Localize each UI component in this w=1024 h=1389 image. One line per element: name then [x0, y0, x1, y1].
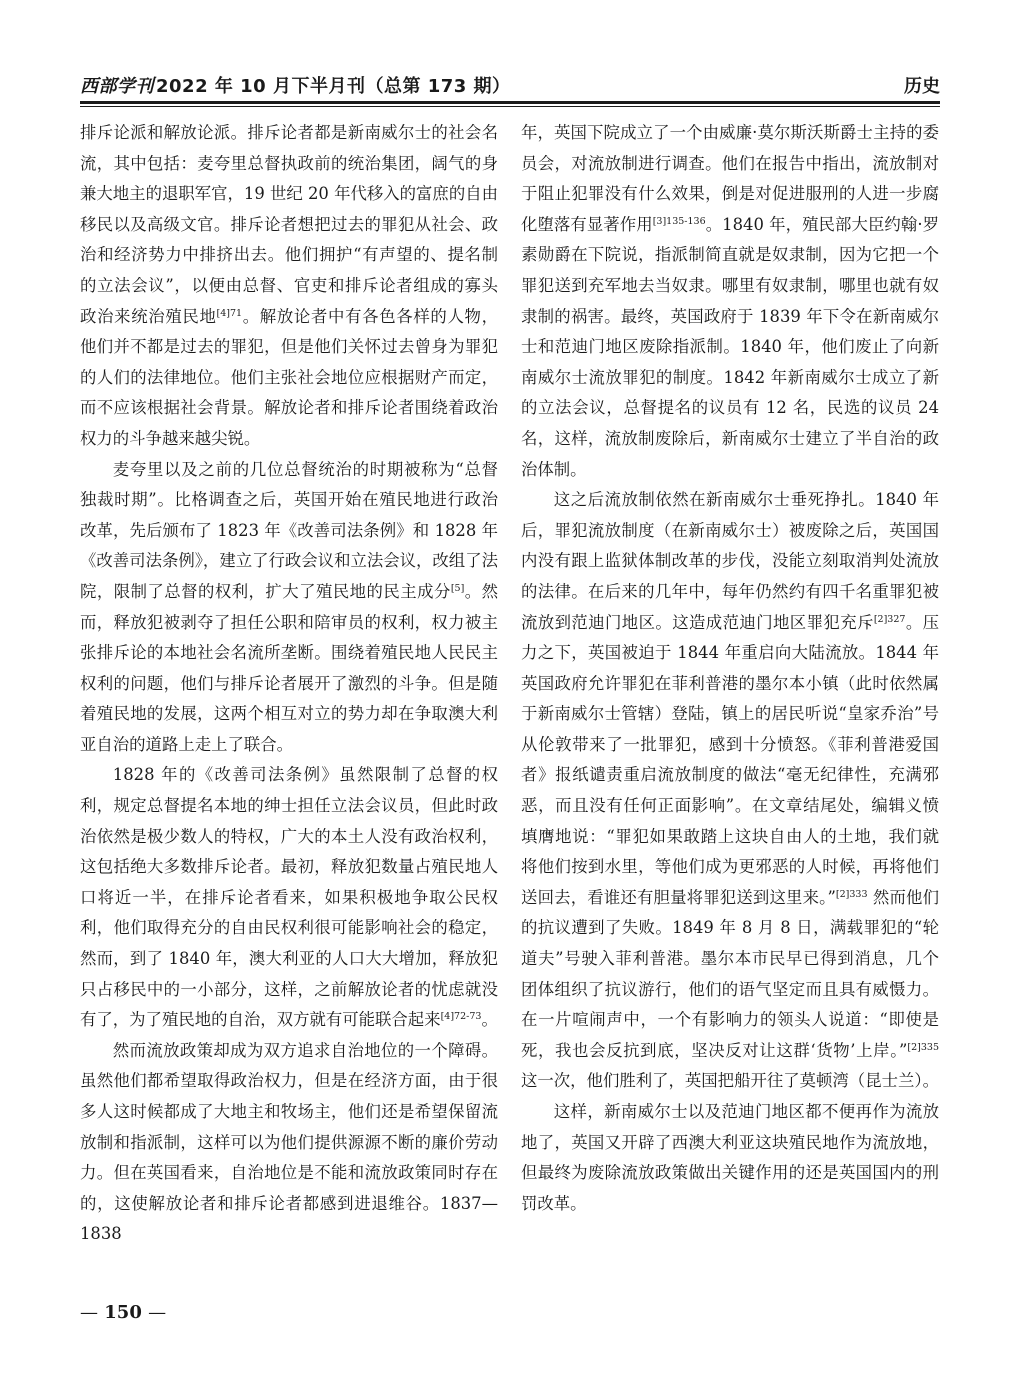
paragraph-text: 。1840 年，殖民部大臣约翰·罗素勋爵在下院说，指派制简直就是奴隶制，因为它把一个罪犯送到充军地去当奴隶。哪里有奴隶制，哪里也就有奴隶制的祸害。最终，英国政府于 1839 年下令在新南威尔士和范迪门地区废除指派制。1840 年，他们废止了向新南威尔士流放罪犯的制度。1842 年新南威尔士成立了新的立法会议，总督提名的议员有 12 名，民选的议员 24 名，这样，流放制废除后，新南威尔士建立了半自治的政治体制。	[521, 214, 939, 479]
citation-ref: [4]71	[216, 307, 243, 319]
paragraph-text: 。压力之下，英国被迫于 1844 年重启向大陆流放。1844 年英国政府允许罪犯在菲利普港的墨尔本小镇（此时依然属于新南威尔士管辖）登陆，镇上的居民听说“皇家乔治”号从伦敦带来了一批罪犯，感到十分愤怒。《菲利普港爱国者》报纸谴责重启流放制度的做法“毫无纪律性，充满邪恶，而且没有任何正面影响”。在文章结尾处，编辑义愤填膺地说：“罪犯如果敢踏上这块自由人的土地，我们就将他们按到水里，等他们成为更邪恶的人时候，再将他们送回去，看谁还有胆量将罪犯送到这里来。”	[521, 612, 940, 907]
paragraph	[521, 485, 939, 1097]
paragraph-text: 这样，新南威尔士以及范迪门地区都不便再作为流放地了，英国又开辟了西澳大利亚这块殖民地作为流放地，但最终为废除流放政策做出关键作用的还是英国国内的刑罚改革。	[521, 1102, 939, 1213]
paragraph-text: 。然而，释放犯被剥夺了担任公职和陪审员的权利，权力被主张排斥论的本地社会名流所垄断。围绕着殖民地人民民主权利的问题，他们与排斥论者展开了激烈的斗争。但是随着殖民地的发展，这两个相互对立的势力却在争取澳大利亚自治的道路上走上了联合。	[80, 581, 499, 754]
paragraph-text: 年，英国下院成立了一个由威廉·莫尔斯沃斯爵士主持的委员会，对流放制进行调查。他们在报告中指出，流放制对于阻止犯罪没有什么效果，倒是对促进服刑的人进一步腐化堕落有显著作用	[521, 123, 939, 234]
header-rule-thick	[80, 101, 940, 104]
footer-dash-left: —	[80, 1302, 98, 1323]
paragraph-text: 然而流放政策却成为双方追求自治地位的一个障碍。虽然他们都希望取得政治权力，但是在经济方面，由于很多人这时候都成了大地主和牧场主，他们还是希望保留流放制和指派制，这样可以为他们提供源源不断的廉价劳动力。但在英国看来，自治地位是不能和流放政策同时存在的，这使解放论者和排斥论者都感到进退维谷。1837—1838	[80, 1040, 498, 1244]
paragraph-text: 这一次，他们胜利了，英国把船开往了莫顿湾（昆士兰）。	[521, 1071, 939, 1091]
journal-issue: 2022 年 10 月下半月刊（总第 173 期）	[156, 76, 511, 97]
paragraph	[80, 760, 498, 1035]
citation-ref: [2]333	[835, 888, 868, 900]
citation-ref: [2]327	[873, 613, 906, 625]
paragraph	[80, 118, 498, 455]
paragraph-text: 麦夸里以及之前的几位总督统治的时期被称为“总督独裁时期”。比格调查之后，英国开始在殖民地进行政治改革，先后颁布了 1823 年《改善司法条例》和 1828 年《改善司法条例》，建立了行政会议和立法会议，改组了法院，限制了总督的权利，扩大了殖民地的民主成分	[80, 459, 498, 601]
citation-ref: [5]	[450, 582, 465, 594]
paragraph-text: 这之后流放制依然在新南威尔士垂死挣扎。1840 年后，罪犯流放制度（在新南威尔士）被废除之后，英国国内没有跟上监狱体制改革的步伐，没能立刻取消判处流放的法律。在后来的几年中，每年仍然约有四千名重罪犯被流放到范迪门地区。这造成范迪门地区罪犯充斥	[521, 490, 939, 632]
right-column	[521, 118, 939, 1219]
paragraph	[521, 1097, 939, 1219]
paragraph	[80, 1036, 498, 1250]
citation-ref: [2]335	[907, 1041, 939, 1053]
page-footer	[80, 1302, 166, 1323]
citation-ref: [4]72-73	[440, 1011, 482, 1023]
paragraph-text: 然而他们的抗议遭到了失败。1849 年 8 月 8 日，满载罪犯的“轮道夫”号驶入菲利普港。墨尔本市民早已得到消息，几个团体组织了抗议游行，他们的语气坚定而且具有威慑力。在一片喧闹声中，一个有影响力的领头人说道：“即使是死，我也会反抗到底，坚决反对让这群‘货物’上岸。”	[521, 887, 939, 1060]
paragraph-text: 。	[481, 1010, 498, 1030]
running-header	[80, 68, 940, 102]
paragraph-text: 排斥论派和解放论派。排斥论者都是新南威尔士的社会名流，其中包括：麦夸里总督执政前的统治集团，阔气的身兼大地主的退职军官，19 世纪 20 年代移入的富庶的自由移民以及高级文官。排斥论者想把过去的罪犯从社会、政治和经济势力中排挤出去。他们拥护“有声望的、提名制的立法会议”，以便由总督、官吏和排斥论者组成的寡头政治来统治殖民地	[80, 123, 498, 326]
page-number: 150	[104, 1302, 142, 1323]
section-name: 历史	[904, 76, 940, 97]
paragraph	[521, 118, 939, 485]
header-rule-thin	[80, 106, 940, 107]
paragraph-text: 。解放论者中有各色各样的人物，他们并不都是过去的罪犯，但是他们关怀过去曾身为罪犯的人们的法律地位。他们主张社会地位应根据财产而定，而不应该根据社会背景。解放论者和排斥论者围绕着政治权力的斗争越来越尖锐。	[80, 306, 499, 448]
journal-title	[80, 72, 511, 98]
citation-ref: [3]135-136	[652, 215, 706, 227]
paragraph	[80, 455, 498, 761]
footer-dash-right: —	[148, 1302, 167, 1323]
left-column	[80, 118, 498, 1250]
paragraph-text: 1828 年的《改善司法条例》虽然限制了总督的权利，规定总督提名本地的绅士担任立法会议员，但此时政治依然是极少数人的特权，广大的本土人没有政治权利，这包括绝大多数排斥论者。最初，释放犯数量占殖民地人口将近一半，在排斥论者看来，如果积极地争取公民权利，他们取得充分的自由民权利很可能影响社会的稳定，然而，到了 1840 年，澳大利亚的人口大大增加，释放犯只占移民中的一小部分，这样，之前解放论者的忧虑就没有了，为了殖民地的自治，双方就有可能联合起来	[80, 765, 498, 1030]
journal-logo: 西部学刊	[80, 76, 154, 97]
